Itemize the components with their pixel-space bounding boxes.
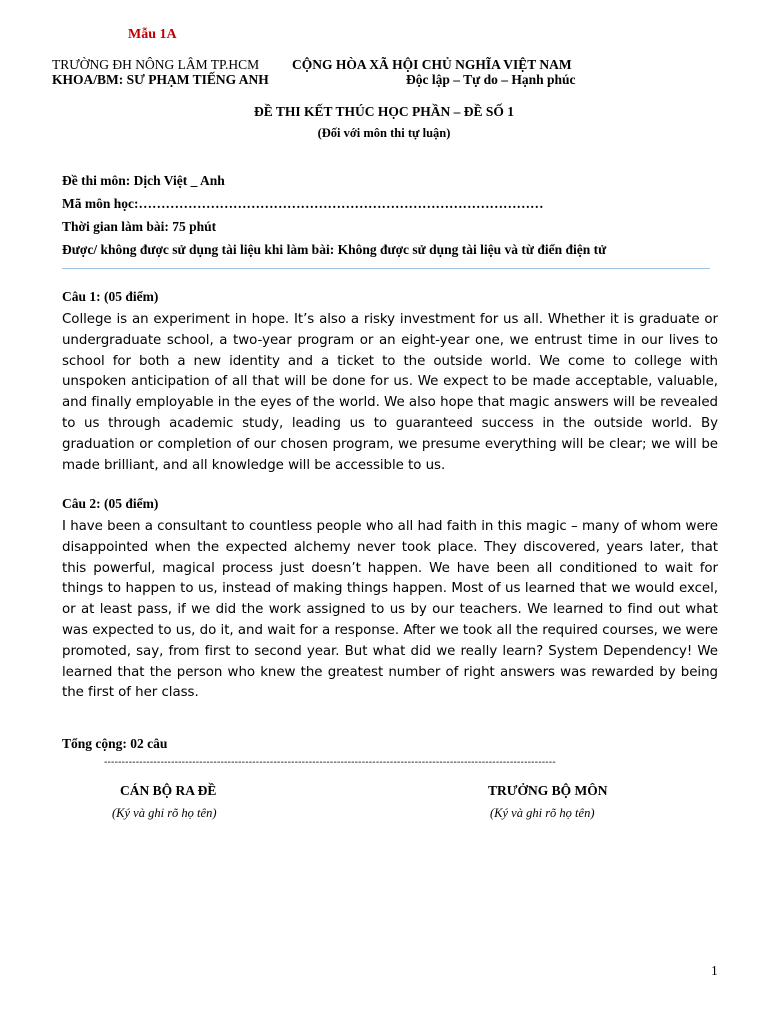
- university-name: TRƯỜNG ĐH NÔNG LÂM TP.HCM: [52, 57, 260, 72]
- exam-title: ĐỀ THI KẾT THÚC HỌC PHẦN – ĐỀ SỐ 1: [254, 104, 514, 119]
- exam-setter-note: (Ký và ghi rõ họ tên): [112, 806, 217, 820]
- national-motto: Độc lập – Tự do – Hạnh phúc: [406, 72, 576, 87]
- head-of-department-note: (Ký và ghi rõ họ tên): [490, 806, 595, 820]
- faculty-name: KHOA/BM: SƯ PHẠM TIẾNG ANH: [52, 72, 269, 87]
- course-code: Mã môn học:………………………………………………………………………………: [62, 196, 544, 211]
- question-2-label: Câu 2: (05 điểm): [62, 496, 159, 511]
- form-code: Mẫu 1A: [128, 27, 177, 42]
- republic-name: CỘNG HÒA XÃ HỘI CHỦ NGHĨA VIỆT NAM: [292, 57, 572, 72]
- total-questions: Tổng cộng: 02 câu: [62, 736, 168, 751]
- exam-subtitle: (Đối với môn thi tự luận): [317, 126, 451, 140]
- divider-rule: [62, 268, 710, 269]
- exam-subject: Đề thi môn: Dịch Việt _ Anh: [62, 173, 225, 188]
- question-1-text: College is an experiment in hope. It’s also a risky investment for us all. Whether it is graduate or undergraduate school, a two-year program or an eight-year one, we entrust time in our lives to school for both a new identity and a ticket to the outside world. We come to college with unspoken anticipation of all that will be done for us. We expect to be made acceptable, valuable, and finally employable in the eyes of the world. We also hope that magic answers will be revealed to us through academic study, leading us to guaranteed success in the outside world. By graduation or completion of our chosen program, we presume everything will be clear; we will be made brilliant, and all knowledge will be accessible to us.: [62, 312, 718, 473]
- exam-setter-title: CÁN BỘ RA ĐỀ: [120, 783, 217, 798]
- question-1-label: Câu 1: (05 điểm): [62, 289, 159, 304]
- signature-separator: --------------------------------------------------------------------------------------------------------------------------------: [104, 757, 556, 768]
- page-number: 1: [711, 963, 718, 978]
- head-of-department-title: TRƯỞNG BỘ MÔN: [488, 783, 608, 798]
- exam-duration: Thời gian làm bài: 75 phút: [62, 219, 217, 234]
- question-2-text: I have been a consultant to countless people who all had faith in this magic – many of whom were disappointed when the expected alchemy never took place. They discovered, years later, that this powerful, magical process just doesn’t happen. We have been all conditioned to wait for things to happen to us, instead of making things happen. Most of us learned that we would excel, or at least pass, if we did the work assigned to us by our teachers. We learned to find out what was expected to us, do it, and wait for a response. After we took all the required courses, we were promoted, say, from first to second year. But what did we really learn? System Dependency! We learned that the person who knew the greatest number of right answers was rewarded by being the first of her class.: [62, 519, 718, 701]
- materials-policy: Được/ không được sử dụng tài liệu khi làm bài: Không được sử dụng tài liệu và từ điển điện tử: [62, 242, 607, 257]
